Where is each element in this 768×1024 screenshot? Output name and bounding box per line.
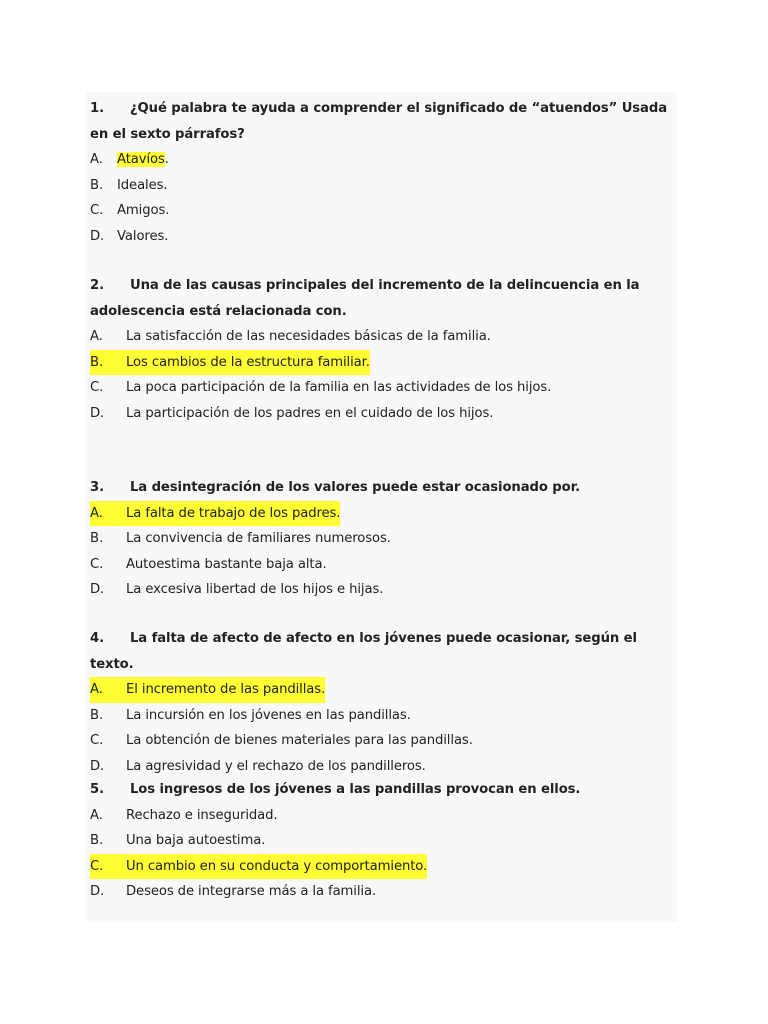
option-c-highlighted: [90, 854, 427, 880]
option-text: Un cambio en su conducta y comportamiento.: [126, 858, 428, 874]
question-text: Una de las causas principales del incremento de la delincuencia en la adolescencia está relacionada con.: [90, 278, 640, 319]
question-text: Los ingresos de los jóvenes a las pandillas provocan en ellos.: [130, 782, 581, 797]
option-b: [90, 173, 670, 199]
question-number: 2.: [90, 278, 104, 293]
option-text: El incremento de las pandillas.: [126, 682, 326, 697]
question-2: [90, 273, 670, 426]
option-a: [90, 324, 670, 350]
option-d: [90, 224, 670, 250]
option-text: Los cambios de la estructura familiar.: [126, 354, 370, 370]
option-a: [90, 147, 670, 173]
question-text: La falta de afecto de afecto en los jóvenes puede ocasionar, según el texto.: [90, 631, 637, 672]
option-b: [90, 703, 670, 729]
option-letter: A.: [90, 807, 103, 823]
option-text: Una baja autoestima.: [126, 833, 266, 848]
option-d: [90, 577, 670, 603]
option-letter: A.: [90, 682, 103, 697]
question-4: [90, 626, 670, 779]
option-b: [90, 828, 670, 854]
option-letter: B.: [90, 354, 104, 370]
option-a: [90, 803, 670, 829]
option-text: La poca participación de la familia en las actividades de los hijos.: [126, 380, 552, 395]
option-c: [90, 198, 670, 224]
option-letter: A.: [90, 152, 103, 167]
option-c: [90, 552, 670, 578]
question-1-prompt: [90, 96, 670, 147]
option-b-highlighted: [90, 350, 370, 376]
option-letter: D.: [90, 758, 105, 774]
option-c: [90, 728, 670, 754]
option-letter: C.: [90, 203, 104, 218]
question-3: [90, 475, 670, 603]
option-letter: D.: [90, 884, 105, 899]
option-text: La falta de trabajo de los padres.: [126, 505, 341, 521]
option-letter: A.: [90, 329, 103, 344]
option-d: [90, 879, 670, 905]
question-2-prompt: [90, 273, 670, 324]
option-text-highlighted: Atavíos: [117, 152, 165, 167]
option-letter: C.: [90, 556, 104, 572]
option-text: La incursión en los jóvenes en las pandillas.: [126, 707, 411, 723]
question-3-prompt: [90, 475, 670, 501]
option-suffix: .: [164, 152, 169, 167]
option-b: [90, 526, 670, 552]
option-text: Amigos.: [117, 203, 170, 218]
option-letter: B.: [90, 531, 104, 546]
question-text: La desintegración de los valores puede estar ocasionado por.: [130, 480, 581, 495]
option-text: La obtención de bienes materiales para las pandillas.: [126, 733, 473, 748]
option-c: [90, 375, 670, 401]
option-text: La participación de los padres en el cuidado de los hijos.: [126, 405, 494, 421]
question-number: 4.: [90, 631, 104, 646]
question-number: 3.: [90, 480, 104, 495]
option-letter: B.: [90, 177, 104, 193]
question-text: ¿Qué palabra te ayuda a comprender el significado de “atuendos” Usada en el sexto párrafos?: [90, 101, 667, 142]
option-letter: D.: [90, 582, 105, 597]
option-letter: C.: [90, 858, 104, 874]
option-text: Ideales.: [117, 177, 168, 193]
option-a-highlighted: [90, 501, 340, 527]
option-letter: B.: [90, 707, 104, 723]
question-1: [90, 96, 670, 249]
option-text: Rechazo e inseguridad.: [126, 807, 278, 823]
option-letter: C.: [90, 380, 104, 395]
option-a-highlighted: [90, 677, 325, 703]
option-letter: D.: [90, 228, 105, 244]
option-text: La satisfacción de las necesidades básicas de la familia.: [126, 329, 491, 344]
option-d: [90, 754, 670, 780]
option-letter: D.: [90, 405, 105, 421]
question-number: 1.: [90, 101, 104, 116]
question-5: [90, 777, 670, 905]
question-5-prompt: [90, 777, 670, 803]
option-text: La convivencia de familiares numerosos.: [126, 531, 391, 546]
question-4-prompt: [90, 626, 670, 677]
option-d: [90, 401, 670, 427]
option-text: La excesiva libertad de los hijos e hijas.: [126, 582, 384, 597]
option-text: Valores.: [117, 228, 169, 244]
option-text: Autoestima bastante baja alta.: [126, 556, 327, 572]
option-text: Deseos de integrarse más a la familia.: [126, 884, 377, 899]
option-letter: A.: [90, 505, 103, 521]
option-letter: B.: [90, 833, 104, 848]
option-text: La agresividad y el rechazo de los pandilleros.: [126, 758, 426, 774]
option-letter: C.: [90, 733, 104, 748]
question-number: 5.: [90, 782, 104, 797]
